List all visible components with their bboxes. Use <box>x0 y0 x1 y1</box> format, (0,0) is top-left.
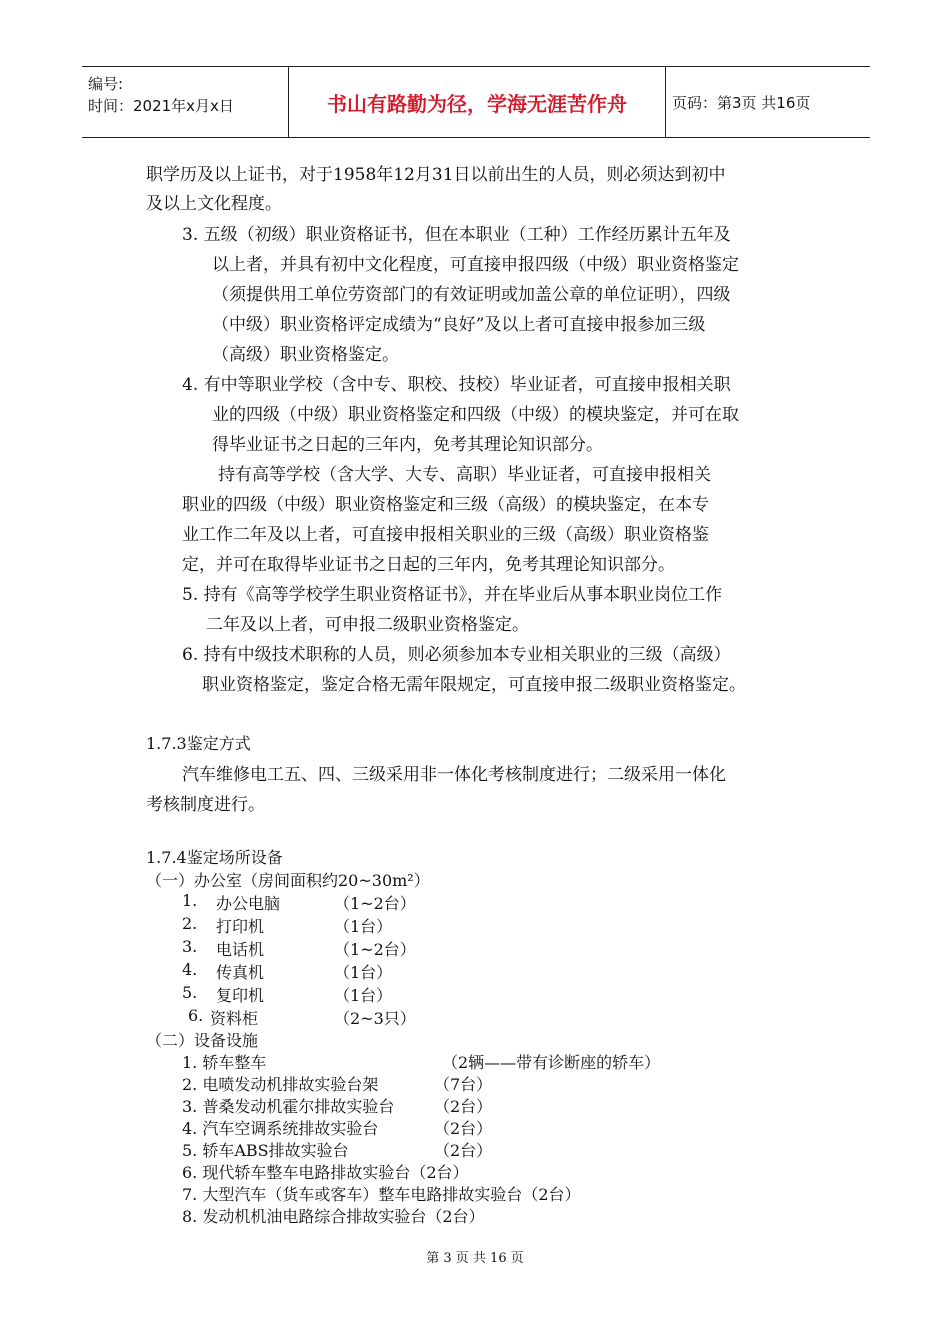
paragraph-line: 职学历及以上证书，对于1958年12月31日以前出生的人员，则必须达到初中 <box>146 165 726 185</box>
list-item: 7. 大型汽车（货车或客车）整车电路排故实验台（2台） <box>182 1185 581 1204</box>
document-number-label: 编号: <box>88 75 124 93</box>
paragraph-line: 以上者，并具有初中文化程度，可直接申报四级（中级）职业资格鉴定 <box>212 255 739 275</box>
header-motto: 书山有路勤为径，学海无涯苦作舟 <box>289 67 666 137</box>
paragraph-line: 职业资格鉴定，鉴定合格无需年限规定，可直接申报二级职业资格鉴定。 <box>202 675 746 695</box>
paragraph-line: （中级）职业资格评定成绩为“良好”及以上者可直接申报参加三级 <box>212 315 706 335</box>
paragraph-line: 业工作二年及以上者，可直接申报相关职业的三级（高级）职业资格鉴 <box>182 525 709 545</box>
paragraph-line: 3. 五级（初级）职业资格证书，但在本职业（工种）工作经历累计五年及 <box>182 225 731 245</box>
paragraph-line: 二年及以上者，可申报二级职业资格鉴定。 <box>206 615 529 635</box>
paragraph-line: 职业的四级（中级）职业资格鉴定和三级（高级）的模块鉴定，在本专 <box>182 495 709 515</box>
list-item: 3. 普桑发动机霍尔排故实验台 （2台） <box>182 1097 493 1116</box>
paragraph-line: 5. 持有《高等学校学生职业资格证书》，并在毕业后从事本职业岗位工作 <box>182 585 723 605</box>
paragraph-line: 汽车维修电工五、四、三级采用非一体化考核制度进行；二级采用一体化 <box>182 765 726 785</box>
paragraph-line: 考核制度进行。 <box>146 795 265 815</box>
list-item: 3. 电话机 （1~2台） <box>182 937 416 959</box>
list-item: 6. 资料柜 （2~3只） <box>188 1006 416 1028</box>
paragraph-line: 持有高等学校（含大学、大专、高职）毕业证者，可直接申报相关 <box>218 465 711 485</box>
paragraph-line: 及以上文化程度。 <box>146 194 282 214</box>
header-page-label: 页码：第3页 共16页 <box>672 93 811 112</box>
paragraph-line: 4. 有中等职业学校（含中专、职校、技校）毕业证者，可直接申报相关职 <box>182 375 731 395</box>
paragraph-line: 得毕业证书之日起的三年内，免考其理论知识部分。 <box>212 435 603 455</box>
paragraph-line: 定，并可在取得毕业证书之日起的三年内，免考其理论知识部分。 <box>182 555 675 575</box>
paragraph-line: 6. 持有中级技术职称的人员，则必须参加本专业相关职业的三级（高级） <box>182 645 731 665</box>
document-time-label: 时间：2021年x月x日 <box>88 97 234 115</box>
section-heading: 1.7.4鉴定场所设备 <box>146 848 283 867</box>
subsection-heading: （二）设备设施 <box>146 1031 259 1050</box>
page-header <box>82 66 870 138</box>
list-item: 2. 电喷发动机排故实验台架 （7台） <box>182 1075 493 1094</box>
list-item: 4. 传真机 （1台） <box>182 960 393 982</box>
list-item: 8. 发动机机油电路综合排故实验台（2台） <box>182 1207 485 1226</box>
paragraph-line: （高级）职业资格鉴定。 <box>212 345 399 365</box>
subsection-heading: （一）办公室（房间面积约20~30m²） <box>146 871 430 890</box>
page-footer: 第 3 页 共 16 页 <box>426 1251 524 1266</box>
list-item: 1. 轿车整车 （2辆——带有诊断座的轿车） <box>182 1053 661 1072</box>
list-item: 2. 打印机 （1台） <box>182 914 393 936</box>
list-item: 4. 汽车空调系统排故实验台 （2台） <box>182 1119 493 1138</box>
header-meta <box>82 67 289 137</box>
paragraph-line: 业的四级（中级）职业资格鉴定和四级（中级）的模块鉴定，并可在取 <box>212 405 739 425</box>
list-item: 1. 办公电脑 （1~2台） <box>182 891 416 913</box>
list-item: 5. 复印机 （1台） <box>182 983 393 1005</box>
paragraph-line: （须提供用工单位劳资部门的有效证明或加盖公章的单位证明），四级 <box>212 285 731 305</box>
section-heading: 1.7.3鉴定方式 <box>146 734 251 753</box>
list-item: 6. 现代轿车整车电路排故实验台（2台） <box>182 1163 469 1182</box>
list-item: 5. 轿车ABS排故实验台 （2台） <box>182 1141 493 1160</box>
